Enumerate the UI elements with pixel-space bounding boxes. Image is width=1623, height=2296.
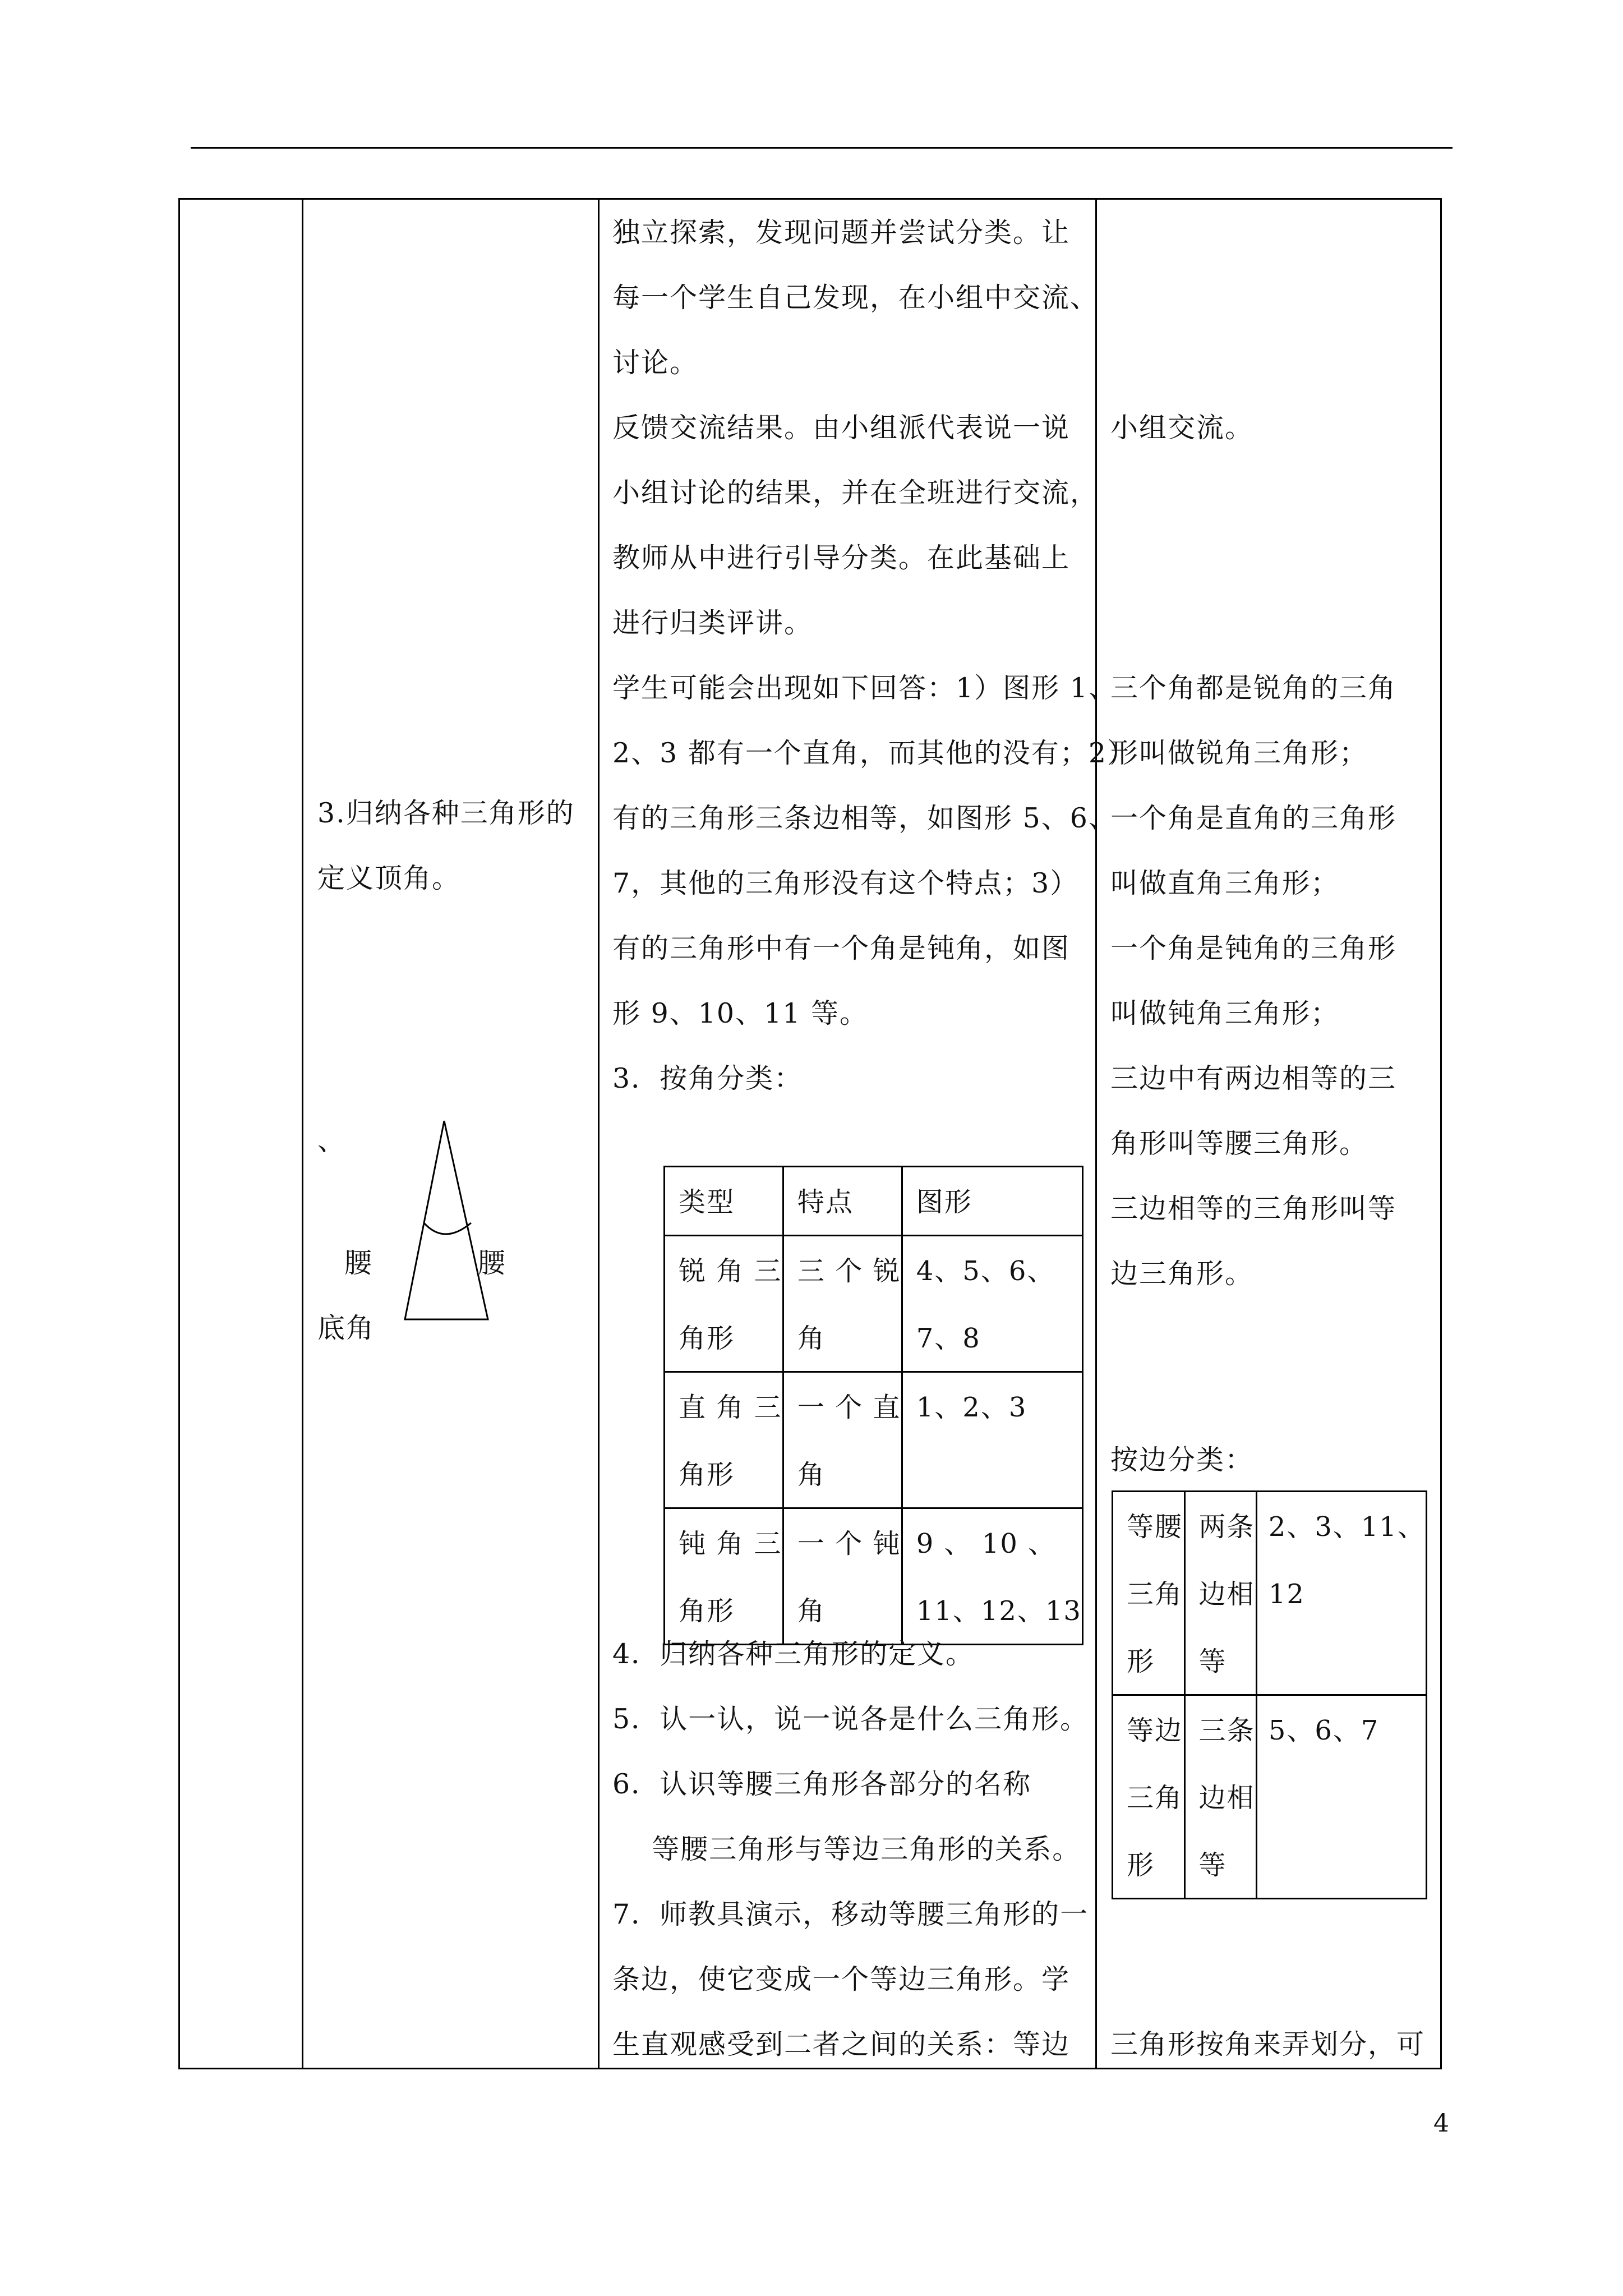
table-cell: 5、6、7 (1256, 1695, 1426, 1899)
table-col-border-2 (302, 198, 303, 2069)
col3-line-8: 学生可能会出现如下回答：1）图形 1、 (612, 672, 1117, 704)
col3-line-3: 讨论。 (612, 347, 699, 379)
col4-def-line-5: 一个角是钝角的三角形 (1110, 932, 1397, 964)
table-row (1113, 1695, 1427, 1899)
page-number: 4 (1433, 2109, 1449, 2138)
col3-line-2: 每一个学生自己发现，在小组中交流、 (612, 282, 1099, 314)
col4-bottom-line: 三角形按角来弄划分，可 (1110, 2028, 1426, 2060)
table-top-border (178, 198, 1442, 200)
col3-line-9: 2、3 都有一个直角，而其他的没有；2） (612, 737, 1136, 769)
label-di-jiao: 底角 (317, 1312, 375, 1344)
col2-item3-line-1: 3.归纳各种三角形的 (317, 797, 575, 829)
col2-dun-mark: 、 (317, 1125, 347, 1157)
table-cell: 9 、 10 、 11、12、13 (902, 1508, 1082, 1645)
col3-after-line-7: 生直观感受到二者之间的关系：等边 (612, 2028, 1071, 2060)
table-cell: 直 角 三 角形 (665, 1372, 783, 1508)
col4-def-line-2: 形叫做锐角三角形； (1110, 737, 1368, 769)
col3-line-14: 3．按角分类： (612, 1062, 803, 1094)
table-cell: 锐 角 三 角形 (665, 1236, 783, 1372)
table-cell: 三 个 锐 角 (783, 1236, 902, 1372)
table-cell: 1、2、3 (902, 1372, 1082, 1508)
table-header-row (665, 1167, 1083, 1236)
col3-after-line-2: 5．认一认，说一说各是什么三角形。 (612, 1703, 1089, 1735)
table-cell: 等腰 三角 形 (1113, 1492, 1185, 1695)
col3-line-1: 独立探索，发现问题并尝试分类。让 (612, 217, 1071, 249)
table-header-cell: 图形 (902, 1167, 1082, 1236)
angle-classification-table (663, 1166, 1083, 1645)
col3-line-5: 小组讨论的结果，并在全班进行交流， (612, 477, 1099, 509)
table-header-cell: 类型 (665, 1167, 783, 1236)
col3-after-line-5: 7．师教具演示，移动等腰三角形的一 (612, 1898, 1089, 1930)
label-yao-right: 腰 (478, 1247, 507, 1279)
col3-line-12: 有的三角形中有一个角是钝角，如图 (612, 932, 1071, 964)
isosceles-triangle-diagram (393, 1116, 494, 1329)
col3-line-4: 反馈交流结果。由小组派代表说一说 (612, 412, 1071, 444)
table-cell: 4、5、6、 7、8 (902, 1236, 1082, 1372)
col2-item3-line-2: 定义顶角。 (317, 862, 461, 894)
header-rule (191, 147, 1453, 149)
table-cell: 2、3、11、 12 (1256, 1492, 1426, 1695)
col4-def-line-4: 叫做直角三角形； (1110, 867, 1340, 899)
table-cell: 等边 三角 形 (1113, 1695, 1185, 1899)
table-row (665, 1236, 1083, 1372)
col3-line-10: 有的三角形三条边相等，如图形 5、6、 (612, 802, 1117, 834)
table-header-cell: 特点 (783, 1167, 902, 1236)
col4-def-line-9: 三边相等的三角形叫等 (1110, 1193, 1397, 1225)
table-col-border-1 (178, 198, 180, 2069)
col4-def-line-8: 角形叫等腰三角形。 (1110, 1128, 1368, 1159)
table-row (1113, 1492, 1427, 1695)
table-cell: 一 个 钝 角 (783, 1508, 902, 1645)
table-cell: 一 个 直 角 (783, 1372, 902, 1508)
table-col-border-3 (598, 198, 600, 2069)
table-row (665, 1372, 1083, 1508)
table-cell: 钝 角 三 角形 (665, 1508, 783, 1645)
table-cell: 两条 边相 等 (1184, 1492, 1256, 1695)
table-cell: 三条 边相 等 (1184, 1695, 1256, 1899)
col4-side-heading: 按边分类： (1110, 1444, 1254, 1476)
col3-line-7: 进行归类评讲。 (612, 607, 813, 639)
col3-line-11: 7，其他的三角形没有这个特点；3） (612, 867, 1079, 899)
col3-line-6: 教师从中进行引导分类。在此基础上 (612, 542, 1071, 574)
col3-after-line-4: 等腰三角形与等边三角形的关系。 (612, 1833, 1081, 1865)
table-col-border-5 (1440, 198, 1442, 2069)
col3-line-13: 形 9、10、11 等。 (612, 997, 869, 1029)
col4-def-line-10: 边三角形。 (1110, 1258, 1254, 1290)
col3-after-line-3: 6．认识等腰三角形各部分的名称 (612, 1768, 1032, 1800)
col3-after-line-1: 4．归纳各种三角形的定义。 (612, 1638, 975, 1670)
label-yao-left: 腰 (344, 1247, 374, 1279)
col4-def-line-1: 三个角都是锐角的三角 (1110, 672, 1397, 704)
col3-after-line-6: 条边，使它变成一个等边三角形。学 (612, 1963, 1071, 1995)
col4-group-talk: 小组交流。 (1110, 412, 1254, 444)
col4-def-line-7: 三边中有两边相等的三 (1110, 1062, 1397, 1094)
col4-def-line-3: 一个角是直角的三角形 (1110, 802, 1397, 834)
side-classification-table (1112, 1490, 1427, 1899)
col4-def-line-6: 叫做钝角三角形； (1110, 997, 1340, 1029)
